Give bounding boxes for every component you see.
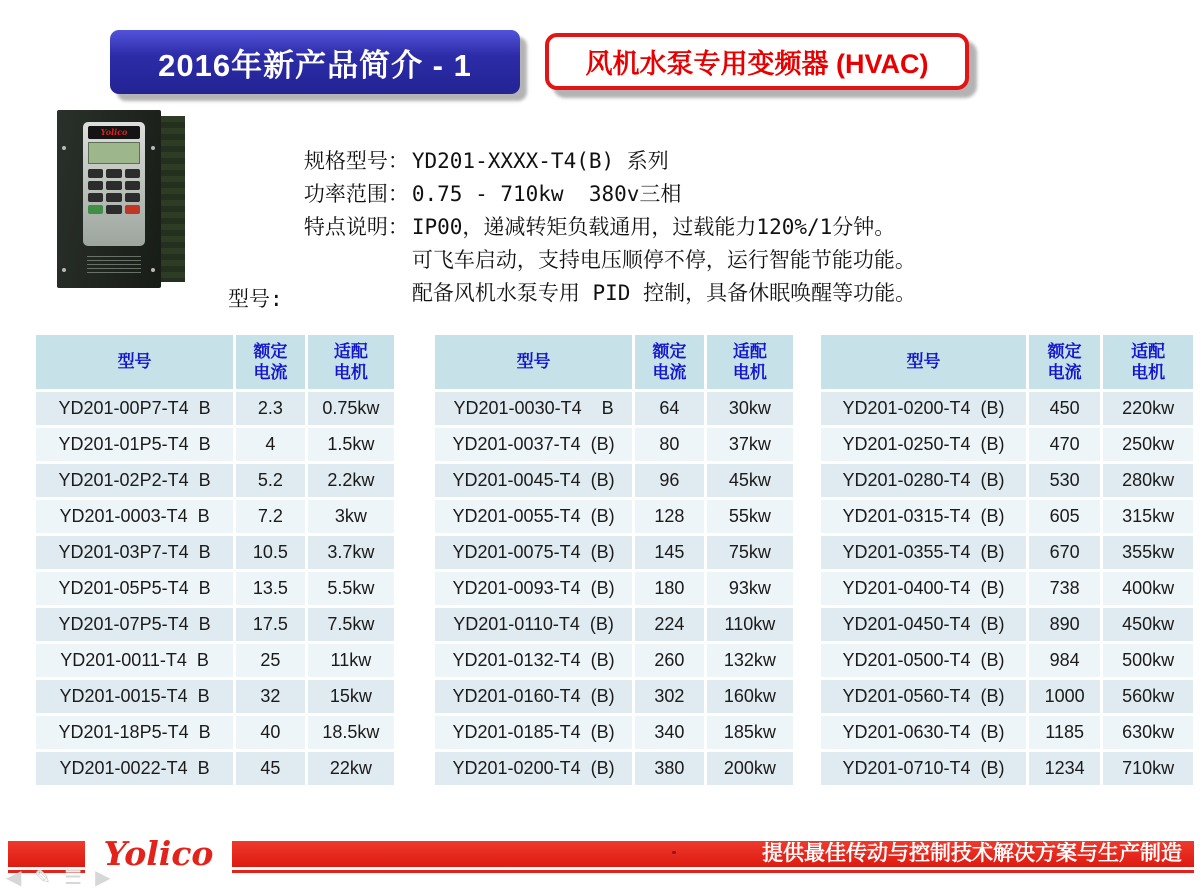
col-header-motor: 适配电机: [1103, 335, 1193, 389]
previous-slide-icon[interactable]: ◀: [6, 867, 22, 889]
current-cell: 40: [236, 716, 305, 749]
keypad-button: [106, 169, 121, 178]
motor-cell: 5.5kw: [308, 572, 394, 605]
motor-cell: 630kw: [1103, 716, 1193, 749]
table-row: [435, 500, 793, 533]
pen-tool-icon[interactable]: ✎: [34, 867, 52, 889]
slide-title: 2016年新产品简介 - 1: [158, 47, 472, 83]
spec-block: [228, 112, 917, 305]
run-button: [88, 205, 103, 214]
table-row: [435, 392, 793, 425]
motor-cell: 560kw: [1103, 680, 1193, 713]
table-row: [821, 608, 1193, 641]
current-cell: 1185: [1029, 716, 1100, 749]
slideshow-controls: [6, 864, 110, 892]
table-row: [435, 572, 793, 605]
model-cell: YD201-0355-T4 (B): [821, 536, 1026, 569]
motor-cell: 37kw: [707, 428, 793, 461]
current-cell: 260: [635, 644, 704, 677]
current-cell: 7.2: [236, 500, 305, 533]
motor-cell: 30kw: [707, 392, 793, 425]
table-row: [821, 500, 1193, 533]
models-heading: 型号:: [228, 287, 283, 311]
inverter-keypad: [83, 122, 145, 246]
table-row: [821, 536, 1193, 569]
screw-icon: [151, 268, 155, 272]
motor-cell: 280kw: [1103, 464, 1193, 497]
inverter-lcd-screen: [88, 142, 140, 164]
spec-model-value: YD201-XXXX-T4(B) 系列: [411, 149, 669, 173]
current-cell: 17.5: [236, 608, 305, 641]
motor-cell: 2.2kw: [308, 464, 394, 497]
model-cell: YD201-0037-T4 (B): [435, 428, 632, 461]
motor-cell: 93kw: [707, 572, 793, 605]
inverter-product-image: [57, 108, 185, 290]
table-row: [435, 680, 793, 713]
keypad-button: [88, 169, 103, 178]
col-header-current: 额定电流: [1029, 335, 1100, 389]
current-cell: 96: [635, 464, 704, 497]
motor-cell: 200kw: [707, 752, 793, 785]
current-cell: 738: [1029, 572, 1100, 605]
motor-cell: 3kw: [308, 500, 394, 533]
motor-cell: 55kw: [707, 500, 793, 533]
motor-cell: 185kw: [707, 716, 793, 749]
motor-cell: 132kw: [707, 644, 793, 677]
current-cell: 64: [635, 392, 704, 425]
spec-feature-text: IP00，递减转矩负载通用，过载能力120%/1分钟。: [411, 215, 896, 239]
model-cell: YD201-0200-T4 (B): [821, 392, 1026, 425]
table-row: [36, 536, 394, 569]
table-row: [36, 428, 394, 461]
motor-cell: 1.5kw: [308, 428, 394, 461]
company-logo-text: Yolico: [103, 833, 214, 873]
current-cell: 530: [1029, 464, 1100, 497]
motor-cell: 18.5kw: [308, 716, 394, 749]
model-cell: YD201-0003-T4 B: [36, 500, 233, 533]
keypad-button: [125, 193, 140, 202]
model-cell: YD201-0022-T4 B: [36, 752, 233, 785]
model-cell: YD201-02P2-T4 B: [36, 464, 233, 497]
motor-cell: 110kw: [707, 608, 793, 641]
current-cell: 128: [635, 500, 704, 533]
current-cell: 340: [635, 716, 704, 749]
table-row: [821, 752, 1193, 785]
current-cell: 145: [635, 536, 704, 569]
keypad-button: [125, 169, 140, 178]
table-row: [435, 716, 793, 749]
motor-cell: 11kw: [308, 644, 394, 677]
motor-cell: 355kw: [1103, 536, 1193, 569]
col-header-motor: 适配电机: [707, 335, 793, 389]
table-row: [821, 644, 1193, 677]
model-cell: YD201-0280-T4 (B): [821, 464, 1026, 497]
table-row: [435, 536, 793, 569]
current-cell: 670: [1029, 536, 1100, 569]
table-row: [435, 608, 793, 641]
current-cell: 45: [236, 752, 305, 785]
model-cell: YD201-05P5-T4 B: [36, 572, 233, 605]
current-cell: 450: [1029, 392, 1100, 425]
col-header-motor: 适配电机: [308, 335, 394, 389]
current-cell: 5.2: [236, 464, 305, 497]
current-cell: 80: [635, 428, 704, 461]
current-cell: 1234: [1029, 752, 1100, 785]
table-row: [36, 716, 394, 749]
current-cell: 32: [236, 680, 305, 713]
dust-speck: [672, 851, 676, 854]
model-cell: YD201-0160-T4 (B): [435, 680, 632, 713]
model-table-high-power: [818, 332, 1196, 788]
product-badge: [545, 33, 969, 90]
model-cell: YD201-0132-T4 (B): [435, 644, 632, 677]
keypad-button: [88, 193, 103, 202]
model-cell: YD201-03P7-T4 B: [36, 536, 233, 569]
motor-cell: 7.5kw: [308, 608, 394, 641]
current-cell: 890: [1029, 608, 1100, 641]
model-cell: YD201-0011-T4 B: [36, 644, 233, 677]
keypad-button: [106, 193, 121, 202]
table-header-row: [435, 335, 793, 389]
motor-cell: 710kw: [1103, 752, 1193, 785]
motor-cell: 220kw: [1103, 392, 1193, 425]
keypad-button: [125, 181, 140, 190]
warning-label: [87, 256, 141, 276]
col-header-model: 型号: [821, 335, 1026, 389]
model-cell: YD201-0045-T4 (B): [435, 464, 632, 497]
footer-slogan: 提供最佳传动与控制技术解决方案与生产制造: [762, 842, 1182, 865]
motor-cell: 75kw: [707, 536, 793, 569]
spec-features-label: 特点说明：: [303, 215, 409, 239]
current-cell: 4: [236, 428, 305, 461]
spec-power-value: 0.75 - 710kw 380v三相: [411, 182, 682, 206]
col-header-current: 额定电流: [635, 335, 704, 389]
col-header-model: 型号: [36, 335, 233, 389]
spec-feature-text: 配备风机水泵专用 PID 控制，具备休眠唤醒等功能。: [411, 281, 917, 305]
table-row: [435, 464, 793, 497]
model-cell: YD201-0015-T4 B: [36, 680, 233, 713]
table-row: [435, 428, 793, 461]
motor-cell: 450kw: [1103, 608, 1193, 641]
table-row: [36, 464, 394, 497]
motor-cell: 22kw: [308, 752, 394, 785]
table-header-row: [36, 335, 394, 389]
spec-model-label: 规格型号：: [303, 149, 409, 173]
motor-cell: 500kw: [1103, 644, 1193, 677]
motor-cell: 15kw: [308, 680, 394, 713]
table-row: [821, 392, 1193, 425]
motor-cell: 0.75kw: [308, 392, 394, 425]
inverter-heatsink: [161, 116, 185, 282]
motor-cell: 315kw: [1103, 500, 1193, 533]
table-row: [821, 716, 1193, 749]
product-badge-label: 风机水泵专用变频器 (HVAC): [585, 49, 929, 79]
spec-feature-text: 可飞车启动，支持电压顺停不停，运行智能节能功能。: [411, 248, 916, 272]
table-row: [821, 572, 1193, 605]
current-cell: 605: [1029, 500, 1100, 533]
col-header-model: 型号: [435, 335, 632, 389]
model-table-mid-power: [432, 332, 796, 788]
spec-power-label: 功率范围：: [303, 182, 409, 206]
current-cell: 380: [635, 752, 704, 785]
table-row: [36, 500, 394, 533]
table-row: [821, 428, 1193, 461]
model-cell: YD201-0075-T4 (B): [435, 536, 632, 569]
model-table-small-power: [33, 332, 397, 788]
model-cell: YD201-0400-T4 (B): [821, 572, 1026, 605]
table-row: [36, 608, 394, 641]
model-cell: YD201-0250-T4 (B): [821, 428, 1026, 461]
table-row: [435, 752, 793, 785]
current-cell: 470: [1029, 428, 1100, 461]
model-cell: YD201-0630-T4 (B): [821, 716, 1026, 749]
motor-cell: 160kw: [707, 680, 793, 713]
motor-cell: 3.7kw: [308, 536, 394, 569]
keypad-button: [106, 181, 121, 190]
table-row: [821, 680, 1193, 713]
screw-icon: [62, 146, 66, 150]
table-row: [821, 464, 1193, 497]
current-cell: 1000: [1029, 680, 1100, 713]
inverter-buttons: [88, 169, 140, 214]
slide-menu-icon[interactable]: ☰: [64, 867, 83, 889]
table-row: [36, 680, 394, 713]
slide-title-banner: [110, 30, 520, 94]
next-slide-icon[interactable]: ▶: [95, 867, 111, 889]
model-cell: YD201-0110-T4 (B): [435, 608, 632, 641]
current-cell: 984: [1029, 644, 1100, 677]
table-row: [36, 572, 394, 605]
motor-cell: 250kw: [1103, 428, 1193, 461]
current-cell: 180: [635, 572, 704, 605]
model-cell: YD201-0450-T4 (B): [821, 608, 1026, 641]
table-row: [36, 752, 394, 785]
motor-cell: 45kw: [707, 464, 793, 497]
model-cell: YD201-01P5-T4 B: [36, 428, 233, 461]
current-cell: 25: [236, 644, 305, 677]
current-cell: 2.3: [236, 392, 305, 425]
table-row: [435, 644, 793, 677]
spec-model-line: [228, 112, 916, 173]
stop-button: [125, 205, 140, 214]
inverter-logo: Yolico: [88, 126, 140, 139]
table-row: [36, 644, 394, 677]
model-cell: YD201-0560-T4 (B): [821, 680, 1026, 713]
model-cell: YD201-18P5-T4 B: [36, 716, 233, 749]
screw-icon: [62, 268, 66, 272]
model-cell: YD201-0055-T4 (B): [435, 500, 632, 533]
model-cell: YD201-07P5-T4 B: [36, 608, 233, 641]
col-header-current: 额定电流: [236, 335, 305, 389]
model-cell: YD201-0185-T4 (B): [435, 716, 632, 749]
current-cell: 224: [635, 608, 704, 641]
model-cell: YD201-0315-T4 (B): [821, 500, 1026, 533]
model-cell: YD201-0710-T4 (B): [821, 752, 1026, 785]
model-cell: YD201-0200-T4 (B): [435, 752, 632, 785]
current-cell: 10.5: [236, 536, 305, 569]
current-cell: 302: [635, 680, 704, 713]
motor-cell: 400kw: [1103, 572, 1193, 605]
model-cell: YD201-00P7-T4 B: [36, 392, 233, 425]
model-cell: YD201-0030-T4 B: [435, 392, 632, 425]
screw-icon: [151, 146, 155, 150]
current-cell: 13.5: [236, 572, 305, 605]
keypad-button: [106, 205, 121, 214]
table-row: [36, 392, 394, 425]
model-cell: YD201-0500-T4 (B): [821, 644, 1026, 677]
table-header-row: [821, 335, 1193, 389]
keypad-button: [88, 181, 103, 190]
model-cell: YD201-0093-T4 (B): [435, 572, 632, 605]
